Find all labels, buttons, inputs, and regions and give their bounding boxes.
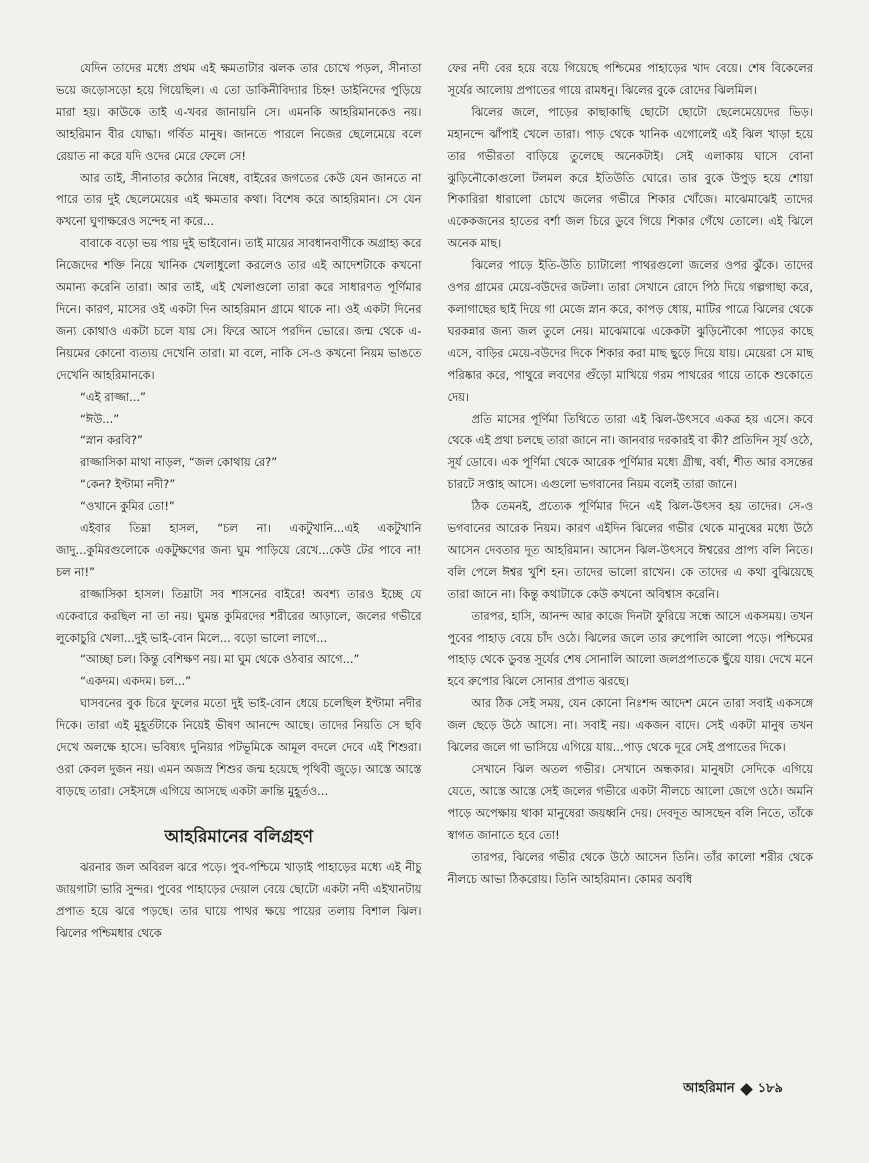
paragraph: সেখানে ঝিল অতল গভীর। সেখানে অন্ধকার। মানুষটা সেদিকে এগিয়ে যেতে, আস্তে আস্তে সেই জলের গভীরে একটা নীলচে আলো জেগে ওঠে। অমনি পাড়ে অপেক্ষায় থাকা মানুষেরা জয়ধ্বনি দেয়। দেবদূত আসছেন বলি নিতে, তাঁকে স্বাগত জানাতে হবে তো! [447,762,813,842]
paragraph: এইবার তিম্না হাসল, “চল না। একটুখানি...এই একটুখানি জাদু...কুমিরগুলোকে একটুক্ষণের জন্য ঘুম পাড়িয়ে রেখে...কেউ টের পাবে না! চল না!” [56,521,422,579]
page-number: ১৮৯ [757,1081,783,1096]
dialogue-line: “কেন? ইণ্টামা নদী?” [80,477,176,492]
paragraph: আর ঠিক সেই সময়, যেন কোনো নিঃশব্দ আদেশ মেনে তারা সবাই একসঙ্গে জল ছেড়ে উঠে আসে। না। সবাই নয়। একজন বাদে। সেই একটা মানুষ তখন ঝিলের জলে গা ভাসিয়ে এগিয়ে যায়...পাড় থেকে দূরে সেই প্রপাতের দিকে। [447,696,813,755]
dialogue-line: রাজ্জাসিকা মাথা নাড়ল, “জল কোথায় রে?” [80,455,278,470]
dialogue-line: “এই রাজ্জা...” [80,389,146,404]
paragraph: ঘাসবনের বুক চিরে ফুলের মতো দুই ভাই-বোন ধেয়ে চলেছিল ইণ্টামা নদীর দিকে। তারা এই মুহূর্তটাকে নিয়েই ভীষণ আনন্দে আছে। তাদের নিয়তি সে ছবি দেখে অলক্ষে হাসে। ভবিষ্যৎ দুনিয়ার পটভূমিকে আমূল বদলে দেবে এই শিশুরা। ওরা কেবল দুজন নয়। এমন অজস্র শিশুর জন্ম হয়েছে পৃথিবী জুড়ে। আস্তে আস্তে বাড়ছে তারা। সেইসঙ্গে এগিয়ে আসছে একটা ক্রান্তি মুহূর্তও... [56,696,422,798]
paragraph: ঝিলের পাড়ে ইতি-উতি চ্যাটালো পাথরগুলো জলের ওপর ঝুঁকে। তাদের ওপর গ্রামের মেয়ে-বউদের জটলা। তারা সেখানে রোদে পিঠ দিয়ে গল্পগাছা করে, কলাগাছের ছাই দিয়ে গা মেজে স্নান করে, কাপড় ধোয়, মাটির পাত্রে ঝিলের থেকে ঘরকন্নার জন্য জল তুলে নেয়। মাঝেমাঝে একেকটা ঝুড়িনৌকো পাড়ের কাছে এসে, বাড়ির মেয়ে-বউদের দিকে শিকার করা মাছ ছুড়ে দিয়ে যায়। মেয়েরা সে মাছ পরিষ্কার করে, পাথুরে লবণের গুঁড়ো মাখিয়ে গরম পাথরের গায়ে তাকে শুকোতে দেয়। [447,258,813,404]
left-column [56,58,422,944]
section-title: আহরিমানের বলিগ্রহণ [164,826,314,847]
paragraph: রাজ্জাসিকা হাসল। তিম্নাটা সব শাসনের বাইরে! অবশ্য তারও ইচ্ছে যে একেবারে করছিল না তা নয়। ঘুমন্ত কুমিরদের শরীরের আড়ালে, জলের গভীরে লুকোচুরি খেলা...দুই ভাই-বোন মিলে... বড়ো ভালো লাগে... [56,586,422,645]
dialogue-line: “আচ্ছা চল। কিন্তু বেশিক্ষণ নয়। মা ঘুম থেকে ওঠবার আগে...” [80,652,360,667]
paragraph: ফের নদী বের হয়ে বয়ে গিয়েছে পশ্চিমের পাহাড়ের খাদ বেয়ে। শেষ বিকেলের সূর্যের আলোয় প্রপাতের গায়ে রামধনু। ঝিলের বুকে রোদের ঝিলমিল। [447,61,813,97]
dialogue-line: “ঈউ...” [80,411,120,426]
paragraph: বাবাকে বড়ো ভয় পায় দুই ভাইবোন। তাই মায়ের সাবধানবাণীকে অগ্রাহ্য করে নিজেদের শক্তি নিয়ে খানিক খেলাধুলো করলেও তার এই আদেশটাকে কখনো অমান্য করেনি তারা। আর তাই, এই খেলাগুলো তারা করে সাধারণত পূর্ণিমার দিনে। কারণ, মাসের ওই একটা দিন আহরিমান গ্রামে থাকে না। ওই একটা দিনের জন্য কোথাও একটা চলে যায় সে। ফিরে আসে পরদিন ভোরে। জন্ম থেকে এ-নিয়মের কোনো ব্যত্যয় দেখেনি তারা। মা বলে, নাকি সে-ও কখনো নিয়ম ভাঙতে দেখেনি আহরিমানকে। [56,236,422,382]
right-column [448,58,814,944]
running-title: আহরিমান [683,1081,735,1096]
dialogue-line: “ওখানে কুমির তো!” [80,499,175,514]
diamond-icon [740,1083,753,1096]
text-columns [56,58,813,944]
paragraph: ঝরনার জল অবিরল ঝরে পড়ে। পুব-পশ্চিমে খাড়াই পাহাড়ের মধ্যে এই নীচু জায়গাটা ভারি সুন্দর। পুবের পাহাড়ের দেয়াল বেয়ে ছোটো একটা নদী এইখানটায় প্রপাত হয়ে ঝরে পড়ছে। তার ঘায়ে পাথর ক্ষয়ে পায়ের তলায় বিশাল ঝিল। ঝিলের পশ্চিমধার থেকে [56,859,422,940]
paragraph: প্রতি মাসের পূর্ণিমা তিথিতে তারা এই ঝিল-উৎসবে একত্র হয় এসে। কবে থেকে এই প্রথা চলছে তারা জানে না। জানবার দরকারই বা কী? প্রতিদিন সূর্য ওঠে, সূর্য ডোবে। এক পূর্ণিমা থেকে আরেক পূর্ণিমার মধ্যে গ্রীষ্ম, বর্ষা, শীত আর বসন্তের চারটে সপ্তাহ আসে। এগুলো ভগবানের নিয়ম বলেই তারা জানে। [447,411,813,492]
dialogue-line: “একদম। একদম। চল...” [80,674,192,689]
paragraph: তারপর, ঝিলের গভীর থেকে উঠে আসেন তিনি। তাঁর কালো শরীর থেকে নীলচে আভা ঠিকরোয়। তিনি আহরিমান। কোমর অবধি [447,849,813,886]
dialogue-line: “স্নান করবি?” [80,433,143,448]
paragraph: যেদিন তাদের মধ্যে প্রথম এই ক্ষমতাটার ঝলক তার চোখে পড়ল, সীনাতা ভয়ে জড়োসড়ো হয়ে গিয়েছিল। এ তো ডাকিনীবিদ্যার চিহ্ন! ডাইনিদের পুড়িয়ে মারা হয়। কাউকে তাই এ-খবর জানায়নি সে। এমনকি আহরিমানকেও নয়। আহরিমান বীর যোদ্ধা। গর্বিত মানুষ। জানতে পারলে নিজের ছেলেমেয়ে বলে রেয়াত না করে যদি ওদের মেরে ফেলে সে! [56,61,422,163]
paragraph: তারপর, হাসি, আনন্দ আর কাজে দিনটা ফুরিয়ে সন্ধে আসে একসময়। তখন পুবের পাহাড় বেয়ে চাঁদ ওঠে। ঝিলের জলে তার রুপোলি আলো পড়ে। পশ্চিমের পাহাড় থেকে ডুবন্ত সূর্যের শেষ সোনালি আলো জলপ্রপাতকে ছুঁয়ে যায়। দেখে মনে হবে রুপোর ঝিলে সোনার প্রপাত ঝরছে। [447,608,813,689]
paragraph: ঝিলের জলে, পাড়ের কাছাকাছি ছোটো ছোটো ছেলেমেয়েদের ভিড়। মহানন্দে ঝাঁপাই খেলে তারা। পাড় থেকে খানিক এগোলেই এই ঝিল খাড়া হয়ে তার গভীরতা বাড়িয়ে তুলেছে অনেকটাই। সেই এলাকায় ঘাসে বোনা ঝুড়িনৌকোগুলো টলমল করে ইতিউতি ঘোরে। তার বুকে উপুড় হয়ে শোয়া শিকারিরা ধারালো চোখে জলের গভীরে শিকার খোঁজে। মাঝেমাঝেই তাদের একেকজনের হাতের বর্শা জল চিরে ডুবে গিয়ে শিকার গেঁথে তোলে। এই ঝিলে অনেক মাছ। [447,104,813,251]
page-footer [683,1079,783,1100]
paragraph: ঠিক তেমনই, প্রত্যেক পূর্ণিমার দিনে এই ঝিল-উৎসব হয় তাদের। সে-ও ভগবানের আরেক নিয়ম। কারণ এইদিন ঝিলের গভীর থেকে মানুষের মধ্যে উঠে আসেন দেবতার দূত আহরিমান। আসেন ঝিল-উৎসবে ঈশ্বরের প্রাপ্য বলি নিতে। বলি পেলে ঈশ্বর খুশি হন। তাদের ভালো রাখেন। কে তাদের এ কথা বুঝিয়েছে তারা জানে না। কিন্তু কথাটাকে কেউ কখনো অবিশ্বাস করেনি। [447,499,813,601]
paragraph: আর তাই, সীনাতার কঠোর নিষেধ, বাইরের জগতের কেউ যেন জানতে না পারে তার দুই ছেলেমেয়ের এই ক্ষমতার কথা। বিশেষ করে আহরিমান। সে যেন কখনো ঘুণাক্ষরেও সন্দেহ না করে... [56,170,422,229]
